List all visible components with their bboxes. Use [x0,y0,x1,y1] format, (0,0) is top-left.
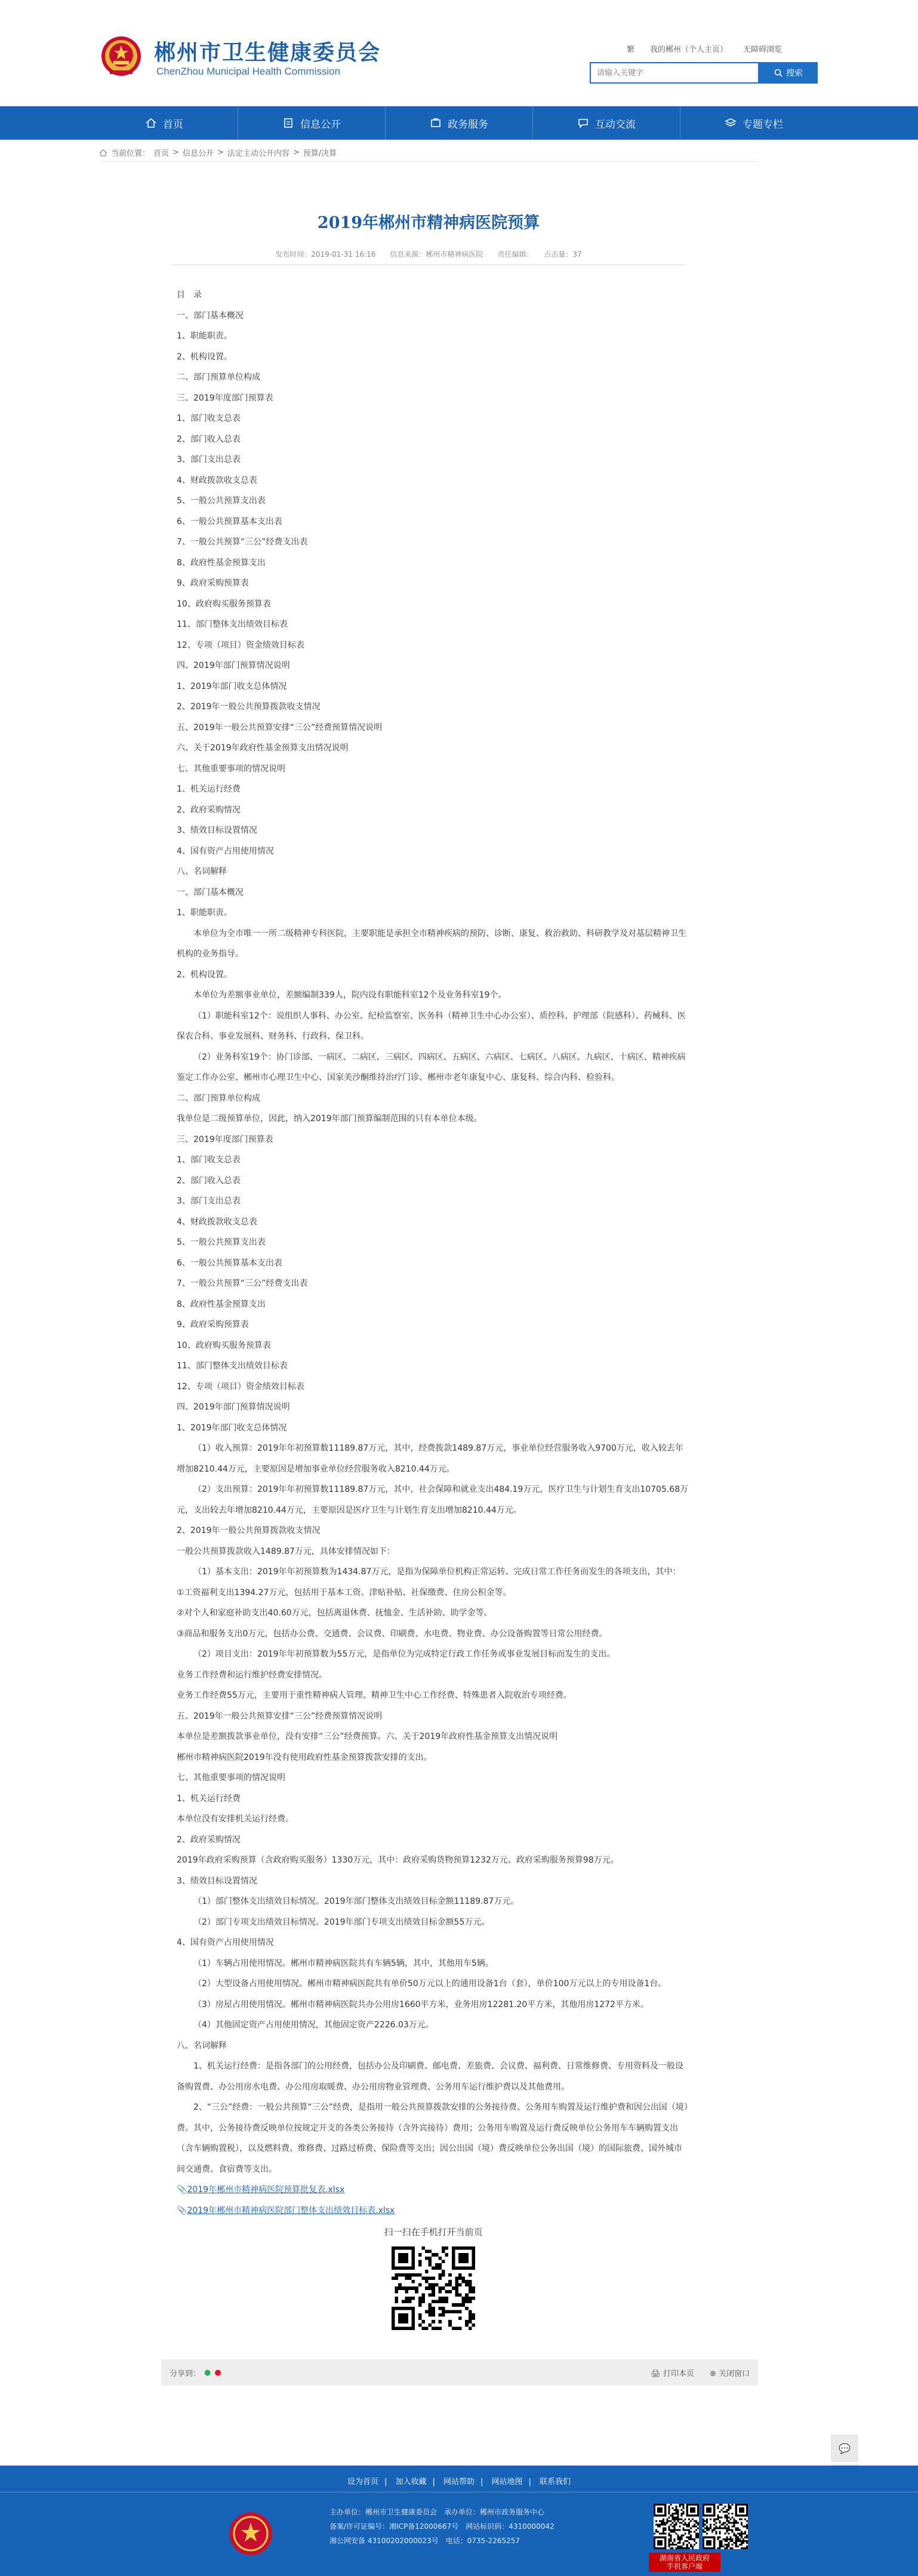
search-input[interactable] [591,63,758,82]
nav-item-gov-service[interactable] [386,106,533,140]
article-paragraph: 八、名词解释 [177,2041,227,2051]
wechat-side-icon[interactable]: 💬 [831,2435,858,2462]
article-paragraph: 2、机构设置。 [177,970,232,980]
nav-item-special-topics[interactable] [680,106,827,140]
party-emblem-logo[interactable] [228,2510,273,2559]
my-chenzhou-link[interactable]: 我的郴州（个人主页） [650,45,728,54]
article-paragraph: 2、部门收入总表 [177,1175,241,1186]
article-paragraph: 2、“三公”经费：一般公共预算“三公”经费，是指用一般公共预算拨款安排的公务接待费、公务用车购置及运行维护费和因公出国（境）费。其中，公务接待费反映单位按规定开支的各类公务接待（含外宾接待）费用；公务用车购置及运行费反映单位公务用车车辆购置支出（含车辆购置税），以及燃料费、维修费、过路过桥费、保险费等支出；因公出国（境）费反映单位公务出国（境）的国际旅费、国外城市间交通费、食宿费等支出。 [177,2103,688,2174]
article-paragraph: 10、政府购买服务预算表 [177,599,271,609]
footer-qr-code [703,2504,748,2549]
breadcrumb-item[interactable]: 信息公开 [182,149,214,158]
article-paragraph: 本单位是差额拨款事业单位，没有安排“三公”经费预算。六、关于2019年政府性基金预算支出情况说明 [177,1732,558,1741]
nav-item-info-disclosure[interactable] [238,106,386,140]
article-paragraph: 7、一般公共预算“三公”经费支出表 [177,1279,308,1288]
breadcrumb-item[interactable]: 预算/决算 [303,149,337,158]
hunan-gov-app-badge[interactable] [649,2553,720,2572]
top-header [0,0,918,106]
article-paragraph: 四、2019年部门预算情况说明 [177,1402,290,1412]
site-subtitle: ChenZhou Municipal Health Commission [156,66,341,77]
article-paragraph: 五、2019年一般公共预算安排“三公”经费预算情况说明 [177,1711,383,1721]
article-paragraph: 一、部门基本概况 [177,310,244,321]
nav-item-label: 专题专栏 [743,118,783,131]
article-paragraph: 2、2019年一般公共预算拨款收支情况 [177,1526,321,1535]
article-paragraph: （1）基本支出：2019年年初预算数为1434.87万元，是指为保障单位机构正常运转、完成日常工作任务而发生的各项支出，其中： [193,1567,681,1577]
article-paragraph: 2019年政府采购预算（含政府购买服务）1330万元，其中：政府采购货物预算1232万元、政府采购服务预算98万元。 [177,1855,619,1865]
article-meta: 发布时间：2019-01-31 16:16 信息来源：郴州市精神病医院 责任编辑： 点击量：37 [275,250,582,258]
breadcrumb-item[interactable]: 法定主动公开内容 [227,149,289,158]
article-paragraph: 3、绩效目标设置情况 [177,1876,257,1886]
article-paragraph: 业务工作经费和运行维护经费安排情况。 [177,1670,327,1680]
article-paragraph: 八、名词解释 [177,867,227,876]
attachment-link[interactable]: 2019年郴州市精神病医院部门整体支出绩效目标表.xlsx [187,2205,395,2215]
traditional-chinese-link[interactable]: 繁 [627,45,635,54]
article-paragraph: 二、部门预算单位构成 [177,1093,260,1103]
article-paragraph: （2）项目支出：2019年年初预算数为55万元，是指单位为完成特定行政工作任务或事业发展目标而发生的支出。 [193,1649,615,1659]
article-paragraph: 4、国有资产占用使用情况 [177,846,274,856]
footer-link[interactable]: 网站地图 [491,2477,523,2486]
article-paragraph: 2、政府采购情况 [177,805,241,815]
document-icon [282,117,294,129]
breadcrumb-separator: > [292,148,300,157]
footer-info-line: 主办单位：郴州市卫生健康委员会 承办单位：郴州市政务服务中心 [329,2508,545,2516]
share-label: 分享到： [170,2369,201,2378]
article-paragraph: （2）部门专项支出绩效目标情况。2019年部门专项支出绩效目标金额55万元。 [193,1917,490,1927]
article-paragraph: 1、机关运行经费：是指各部门的公用经费，包括办公及印刷费、邮电费、差旅费、会议费、福利费、日常维修费、专用资料及一般设备购置费、办公用房水电费、办公用房取暖费、办公用房物业管理费、公务用车运行维护费以及其他费用。 [177,2061,683,2092]
article-paragraph: 2、机构设置。 [177,352,232,362]
breadcrumb [99,147,337,158]
article-paragraph: 12、专项（项目）资金绩效目标表 [177,640,304,650]
article-paragraph: 目 录 [177,290,202,300]
page-qr-code [392,2246,475,2330]
close-window-label: 关闭窗口 [718,2369,750,2378]
article-paragraph: 9、政府采购预算表 [177,1320,249,1329]
gov-badge-line: 湖南省人民政府 [659,2554,710,2562]
article-paragraph: 5、一般公共预算支出表 [177,1238,266,1247]
divider [172,264,685,265]
article-paragraph: 1、机关运行经费 [177,1793,241,1803]
footer [0,2466,918,2576]
chat-icon [577,117,589,129]
print-button[interactable]: 🖨 打印本页 [651,2369,694,2378]
attachment-item: 📎2019年郴州市精神病医院预算批复表.xlsx [177,2185,345,2195]
article-paragraph: 业务工作经费55万元，主要用于重性精神病人管理、精神卫生中心工作经费、特殊患者入院收治专项经费。 [177,1691,572,1700]
article-paragraph: 我单位是二级预算单位，因此，纳入2019年部门预算编制范围的只有本单位本级。 [177,1114,482,1124]
article-paragraph: 1、部门收支总表 [177,1155,241,1165]
footer-link[interactable]: 设为首页 [347,2477,378,2486]
article-body [177,285,690,2330]
article-paragraph: 二、部门预算单位构成 [177,373,260,382]
article-paragraph: （1）部门整体支出绩效目标情况。2019年部门整体支出绩效目标金额11189.87万元。 [193,1897,519,1906]
attachment-link[interactable]: 2019年郴州市精神病医院预算批复表.xlsx [187,2185,345,2195]
nav-item-home[interactable] [91,106,238,140]
share-bar [161,2359,758,2386]
article-paragraph: 本单位没有安排机关运行经费。 [177,1814,294,1824]
accessibility-link[interactable]: 无障碍浏览 [743,45,783,54]
gov-badge-line: 手机客户端 [666,2562,703,2571]
article-paragraph: 3、部门支出总表 [177,1196,241,1206]
article-paragraph: （1）收入预算：2019年年初预算数11189.87万元，其中，经费拨款1489.87万元，事业单位经营服务收入9700万元，收入较去年增加8210.44万元，主要原因是增加事业单位经营服务收入8210.44万元。 [177,1444,683,1474]
article-paragraph: （2）业务科室19个：协门诊部、一病区、二病区、三病区、四病区、五病区、六病区、七病区、八病区、九病区、十病区、精神疾病鉴定工作办公室、郴州市心理卫生中心、国家美沙酮维持治疗门诊、郴州市老年康复中心、康复科、综合内科、检验科。 [177,1052,686,1082]
article-paragraph: 1、部门收支总表 [177,414,241,423]
nav-item-interaction[interactable] [533,106,680,140]
qr-caption: 扫一扫在手机打开当前页 [384,2227,483,2238]
article-paragraph: 四、2019年部门预算情况说明 [177,661,290,670]
breadcrumb-item[interactable]: 首页 [153,149,170,158]
article-paragraph: （1）车辆占用使用情况。郴州市精神病医院共有车辆5辆，其中，其他用车5辆。 [193,1958,494,1968]
article-paragraph: 1、职能职责。 [177,331,232,341]
article-paragraph: （3）房屋占用使用情况。郴州市精神病医院共办公用房1660平方米，业务用房12281.20平方米，其他用房1272平方米。 [193,1999,649,2009]
footer-info [329,2505,562,2548]
print-button-label: 打印本页 [663,2369,694,2378]
article-paragraph: 六、关于2019年政府性基金预算支出情况说明 [177,743,349,753]
article-paragraph: 11、部门整体支出绩效目标表 [177,1361,288,1371]
article-paragraph: （4）其他固定资产占用使用情况，其他固定资产2226.03万元。 [193,2020,434,2030]
article-paragraph: 6、一般公共预算基本支出表 [177,516,282,527]
wechat-share-icon[interactable]: ● [204,2368,211,2377]
article-paragraph: 5、一般公共预算支出表 [177,496,266,506]
article-paragraph: 4、财政拨款收支总表 [177,475,257,485]
article-paragraph: 11、部门整体支出绩效目标表 [177,620,288,629]
attachment-item: 📎2019年郴州市精神病医院部门整体支出绩效目标表.xlsx [177,2205,395,2215]
footer-link[interactable]: 联系我们 [540,2477,571,2486]
article [100,161,757,2400]
footer-info-line: 备案/许可证编号：湘ICP备12000667号 网站标识码：4310000042 [329,2522,562,2531]
national-emblem-logo[interactable] [100,33,142,79]
article-paragraph: 七、其他重要事项的情况说明 [177,1773,285,1783]
article-paragraph: 4、财政拨款收支总表 [177,1217,257,1227]
article-paragraph: 6、一般公共预算基本支出表 [177,1258,282,1268]
nav-item-label: 信息公开 [300,118,341,131]
article-paragraph: 9、政府采购预算表 [177,578,249,588]
article-paragraph: 2、部门收入总表 [177,434,241,444]
article-paragraph: 12、专项（项目）资金绩效目标表 [177,1381,304,1392]
footer-link[interactable]: 网站帮助 [443,2477,475,2486]
article-paragraph: 三、2019年度部门预算表 [177,393,273,403]
article-paragraph: 3、部门支出总表 [177,455,241,464]
footer-links: 设为首页 | 加入收藏 | 网站帮助 | 网站地图 | 联系我们 [347,2477,571,2486]
article-paragraph: 8、政府性基金预算支出 [177,1299,266,1309]
site-title: 郴州市卫生健康委员会 [154,41,381,65]
article-paragraph: 郴州市精神病医院2019年没有使用政府性基金预算拨款安排的支出。 [177,1752,432,1762]
article-paragraph: 2、2019年一般公共预算拨款收支情况 [177,702,321,712]
article-paragraph: 8、政府性基金预算支出 [177,558,266,568]
article-paragraph: 一般公共预算拨款收入1489.87万元，具体安排情况如下： [177,1546,395,1556]
layers-icon [725,117,737,129]
article-paragraph: （1）职能科室12个：说组织人事科、办公室、纪检监察室、医务科（精神卫生中心办公室）、质控科、护理部（院感科）、药械科、医保农合科、事业发展科、财务科、行政科、保卫科。 [177,1011,686,1041]
article-paragraph: （2）支出预算：2019年年初预算数11189.87万元，其中，社会保障和就业支出484.19万元，医疗卫生与计划生育支出10705.68万元，支出较去年增加8210.44万元，主要原因是医疗卫生与计划生育支出增加8210.44万元。 [177,1485,689,1515]
article-paragraph: 1、机关运行经费 [177,784,241,794]
footer-qr-code [654,2504,699,2549]
breadcrumb-separator: > [217,148,224,157]
article-title: 2019年郴州市精神病医院预算 [317,214,540,232]
article-paragraph: 7、一般公共预算“三公”经费支出表 [177,537,308,547]
search-button-label: 搜索 [786,69,803,78]
article-paragraph: 1、2019年部门收支总体情况 [177,681,287,691]
article-paragraph: 10、政府购买服务预算表 [177,1340,271,1350]
breadcrumb-prefix: 当前位置： [111,149,150,158]
weibo-share-icon[interactable]: ● [214,2368,221,2377]
nav-item-label: 互动交流 [595,118,636,131]
close-window-button[interactable]: ⊗ 关闭窗口 [709,2369,750,2378]
search-icon [774,69,783,77]
article-paragraph: 2、政府采购情况 [177,1835,241,1845]
article-paragraph: （2）大型设备占用使用情况。郴州市精神病医院共有单价50万元以上的通用设备1台（套），单价100万元以上的专用设备1台。 [193,1979,667,1989]
nav-item-label: 首页 [163,118,183,131]
article-paragraph: 五、2019年一般公共预算安排“三公”经费预算情况说明 [177,722,383,733]
search-box [590,62,759,84]
main-nav [0,106,918,140]
top-links [627,43,782,54]
breadcrumb-separator: > [172,148,179,157]
article-paragraph: 一、部门基本概况 [177,887,244,897]
article-paragraph: 三、2019年度部门预算表 [177,1134,273,1144]
article-paragraph: 七、其他重要事项的情况说明 [177,764,285,774]
article-paragraph: ②对个人和家庭补助支出40.60万元，包括离退休费、抚恤金、生活补助、助学金等。 [177,1608,492,1618]
article-paragraph: 1、职能职责。 [177,908,232,918]
article-paragraph: ③商品和服务支出0万元，包括办公费、交通费、会议费、印刷费、水电费、物业费、办公设备购置等日常公用经费。 [177,1629,608,1639]
nav-item-label: 政务服务 [448,118,488,131]
home-icon [145,117,157,129]
footer-link[interactable]: 加入收藏 [395,2477,427,2486]
home-small-icon [99,149,107,157]
search-button[interactable] [759,62,818,84]
article-paragraph: 3、绩效目标设置情况 [177,826,257,835]
service-icon [430,117,442,129]
article-paragraph: 本单位为全市唯一一所二级精神专科医院，主要职能是承担全市精神疾病的预防、诊断、康复、救治救助、科研教学及对基层精神卫生机构的业务指导。 [177,928,686,959]
article-paragraph: 1、2019年部门收支总体情况 [177,1423,287,1433]
article-paragraph: 4、国有资产占用使用情况 [177,1938,274,1947]
article-paragraph: ①工资福利支出1394.27万元，包括用于基本工资、津贴补贴、社保缴费、住房公积金等。 [177,1587,512,1598]
article-paragraph: 本单位为差额事业单位，差额编制339人，院内设有职能科室12个及业务科室19个。 [193,990,507,1000]
footer-info-line: 湘公网安备 43100202000023号 电话：0735-2265257 [329,2537,520,2545]
